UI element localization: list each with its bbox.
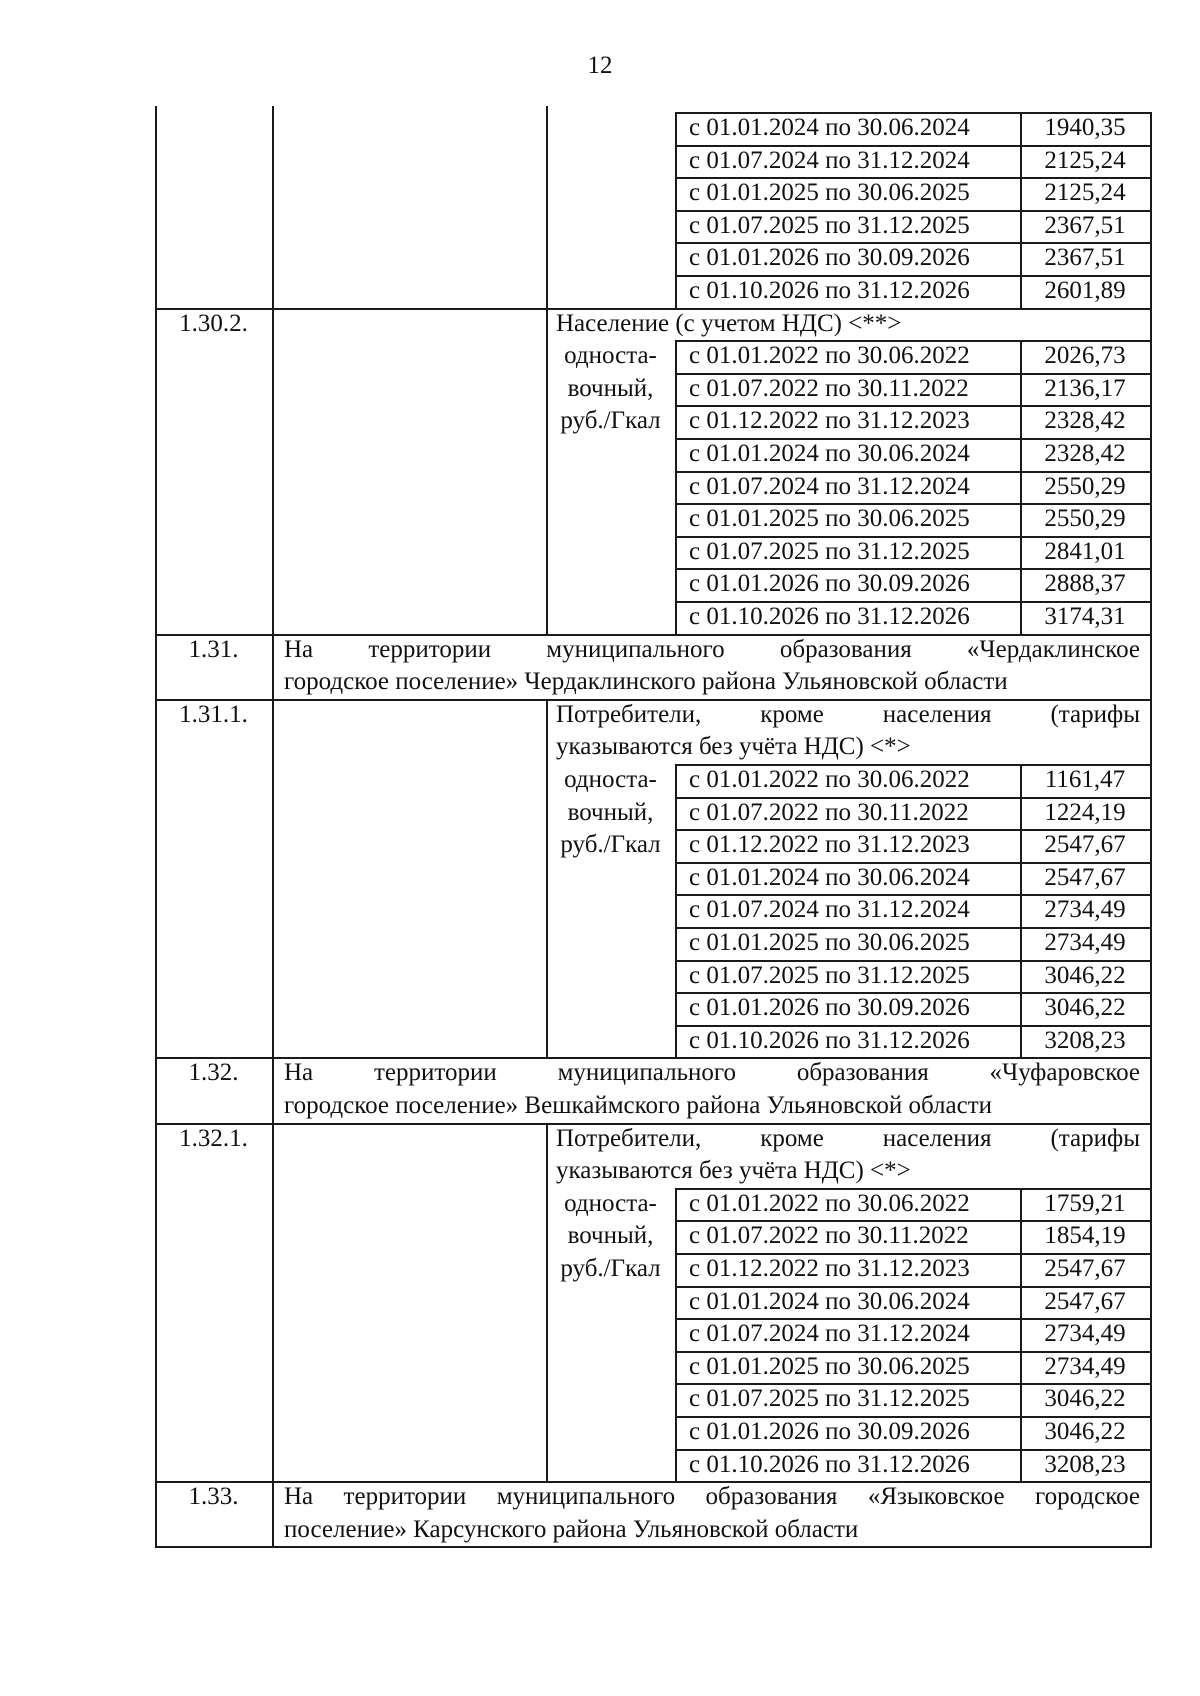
- value-cell: 2601,89: [1044, 277, 1126, 304]
- table-vline: [1020, 340, 1022, 633]
- period-cell: с 01.10.2026 по 31.12.2026: [689, 603, 970, 630]
- period-cell: с 01.07.2024 по 31.12.2024: [689, 1320, 970, 1348]
- value-cell: 2547,67: [1044, 863, 1126, 891]
- table-vline: [1020, 764, 1022, 1057]
- value-cell: 2547,67: [1044, 1287, 1126, 1315]
- period-cell: с 01.01.2022 по 30.06.2022: [689, 342, 970, 370]
- table-vline: [675, 340, 677, 633]
- table-vline: [675, 112, 677, 308]
- section-text: На территории муниципального образования «Языковское городское: [284, 1483, 1140, 1511]
- table-hline: [675, 829, 1152, 831]
- period-cell: с 01.10.2026 по 31.12.2026: [689, 1450, 970, 1478]
- table-vline: [272, 106, 274, 1548]
- period-cell: с 01.01.2024 по 30.06.2024: [689, 114, 970, 141]
- period-cell: с 01.01.2026 по 30.09.2026: [689, 244, 970, 272]
- section-text: городское поселение» Вешкаймского района Ульяновской области: [284, 1092, 993, 1119]
- value-cell: 3174,31: [1044, 603, 1126, 630]
- value-cell: 2547,67: [1044, 831, 1126, 859]
- section-number: 1.32.: [188, 1059, 239, 1087]
- section-text: На территории муниципального образования «Чердаклинское: [284, 635, 1140, 663]
- period-cell: с 01.10.2026 по 31.12.2026: [689, 277, 970, 304]
- table-vline: [546, 1123, 548, 1482]
- unit-label: вочный,: [567, 1222, 654, 1250]
- table-hline: [675, 405, 1152, 407]
- table-vline: [675, 1188, 677, 1481]
- table-vline: [546, 699, 548, 1058]
- period-cell: с 01.01.2025 по 30.06.2025: [689, 505, 970, 533]
- value-cell: 2547,67: [1044, 1255, 1126, 1282]
- unit-label: руб./Гкал: [560, 1255, 661, 1282]
- value-cell: 2734,49: [1044, 929, 1126, 956]
- period-cell: с 01.07.2024 по 31.12.2024: [689, 896, 970, 924]
- period-cell: с 01.07.2022 по 30.11.2022: [689, 1222, 969, 1250]
- table-hline: [675, 1025, 1152, 1027]
- section-number: 1.33.: [188, 1483, 239, 1511]
- value-cell: 1854,19: [1044, 1222, 1126, 1250]
- value-cell: 1224,19: [1044, 798, 1126, 826]
- value-cell: 2367,51: [1044, 244, 1126, 272]
- section-text: поселение» Карсунского района Ульяновской области: [284, 1515, 859, 1543]
- section-number: 1.31.: [188, 635, 239, 663]
- period-cell: с 01.01.2025 по 30.06.2025: [689, 929, 970, 956]
- unit-label: руб./Гкал: [560, 831, 661, 859]
- table-hline: [675, 275, 1152, 277]
- period-cell: с 01.07.2025 по 31.12.2025: [689, 1385, 970, 1413]
- period-cell: с 01.01.2024 по 30.06.2024: [689, 440, 970, 467]
- unit-label: односта-: [564, 1189, 657, 1217]
- table-hline: [675, 568, 1152, 570]
- subgroup-header: указываются без учёта НДС) <*>: [556, 733, 911, 761]
- unit-label: односта-: [564, 342, 657, 370]
- value-cell: 2367,51: [1044, 211, 1126, 239]
- value-cell: 2026,73: [1044, 342, 1126, 370]
- value-cell: 3208,23: [1044, 1026, 1126, 1054]
- table-hline: [675, 1351, 1152, 1353]
- table-vline: [546, 308, 548, 634]
- value-cell: 3046,22: [1044, 1418, 1126, 1445]
- subgroup-header: Потребители, кроме населения (тарифы: [556, 1124, 1140, 1152]
- table-hline: [675, 438, 1152, 440]
- table-hline: [675, 992, 1152, 994]
- row-number: 1.31.1.: [179, 700, 248, 728]
- period-cell: с 01.01.2022 по 30.06.2022: [689, 1189, 970, 1217]
- page-number: 12: [587, 52, 613, 79]
- table-hline: [675, 1220, 1152, 1222]
- period-cell: с 01.01.2026 по 30.09.2026: [689, 1418, 970, 1445]
- table-hline: [675, 373, 1152, 375]
- table-vline: [155, 106, 157, 1548]
- period-cell: с 01.07.2022 по 30.11.2022: [689, 374, 969, 402]
- table-hline: [675, 797, 1152, 799]
- table-hline: [675, 177, 1152, 179]
- period-cell: с 01.07.2025 по 31.12.2025: [689, 961, 970, 989]
- unit-label: вочный,: [567, 798, 654, 826]
- table-hline: [675, 1286, 1152, 1288]
- row-number: 1.32.1.: [179, 1124, 248, 1152]
- subgroup-header: Потребители, кроме населения (тарифы: [556, 700, 1140, 728]
- period-cell: с 01.01.2024 по 30.06.2024: [689, 1287, 970, 1315]
- table-vline: [1020, 112, 1022, 308]
- table-hline: [675, 1416, 1152, 1418]
- table-hline: [675, 1253, 1152, 1255]
- value-cell: 2550,29: [1044, 505, 1126, 533]
- subgroup-header: указываются без учёта НДС) <*>: [556, 1157, 911, 1185]
- period-cell: с 01.07.2024 по 31.12.2024: [689, 146, 970, 174]
- unit-label: вочный,: [567, 374, 654, 402]
- table-hline: [675, 862, 1152, 864]
- table-hline: [675, 894, 1152, 896]
- value-cell: 1940,35: [1044, 114, 1126, 141]
- value-cell: 3046,22: [1044, 1385, 1126, 1413]
- period-cell: с 01.01.2022 по 30.06.2022: [689, 766, 970, 793]
- value-cell: 3046,22: [1044, 994, 1126, 1022]
- period-cell: с 01.07.2022 по 30.11.2022: [689, 798, 969, 826]
- value-cell: 2125,24: [1044, 146, 1126, 174]
- period-cell: с 01.01.2026 по 30.09.2026: [689, 570, 970, 598]
- table-hline: [675, 210, 1152, 212]
- table-hline: [675, 145, 1152, 147]
- period-cell: с 01.07.2025 по 31.12.2025: [689, 211, 970, 239]
- table-hline: [675, 1383, 1152, 1385]
- table-vline: [1020, 1188, 1022, 1481]
- row-number: 1.30.2.: [179, 309, 248, 337]
- period-cell: с 01.01.2025 по 30.06.2025: [689, 179, 970, 207]
- section-text: На территории муниципального образования «Чуфаровское: [284, 1059, 1140, 1087]
- table-hline: [675, 1318, 1152, 1320]
- value-cell: 2136,17: [1044, 374, 1126, 402]
- table-hline: [675, 503, 1152, 505]
- value-cell: 2734,49: [1044, 1320, 1126, 1348]
- table-hline: [675, 536, 1152, 538]
- period-cell: с 01.01.2024 по 30.06.2024: [689, 863, 970, 891]
- table-vline: [546, 106, 548, 308]
- table-hline: [675, 601, 1152, 603]
- period-cell: с 01.10.2026 по 31.12.2026: [689, 1026, 970, 1054]
- period-cell: с 01.12.2022 по 31.12.2023: [689, 407, 970, 435]
- section-text: городское поселение» Чердаклинского района Ульяновской области: [284, 668, 1008, 696]
- period-cell: с 01.01.2025 по 30.06.2025: [689, 1352, 970, 1380]
- value-cell: 2328,42: [1044, 440, 1126, 467]
- table-hline: [675, 242, 1152, 244]
- value-cell: 2888,37: [1044, 570, 1126, 598]
- value-cell: 2125,24: [1044, 179, 1126, 207]
- table-hline: [675, 927, 1152, 929]
- value-cell: 3046,22: [1044, 961, 1126, 989]
- period-cell: с 01.12.2022 по 31.12.2023: [689, 1255, 970, 1282]
- table-hline: [675, 471, 1152, 473]
- value-cell: 2841,01: [1044, 537, 1126, 565]
- value-cell: 2734,49: [1044, 1352, 1126, 1380]
- unit-label: односта-: [564, 766, 657, 793]
- value-cell: 2734,49: [1044, 896, 1126, 924]
- table-vline: [1150, 112, 1152, 1548]
- value-cell: 1161,47: [1044, 766, 1126, 793]
- value-cell: 1759,21: [1044, 1189, 1126, 1217]
- table-hline: [155, 1546, 1152, 1548]
- unit-label: руб./Гкал: [560, 407, 661, 435]
- value-cell: 3208,23: [1044, 1450, 1126, 1478]
- subgroup-header: Население (с учетом НДС) <**>: [556, 309, 902, 337]
- value-cell: 2328,42: [1044, 407, 1126, 435]
- table-vline: [675, 764, 677, 1057]
- table-hline: [675, 1449, 1152, 1451]
- value-cell: 2550,29: [1044, 472, 1126, 500]
- period-cell: с 01.07.2024 по 31.12.2024: [689, 472, 970, 500]
- period-cell: с 01.07.2025 по 31.12.2025: [689, 537, 970, 565]
- table-hline: [675, 960, 1152, 962]
- period-cell: с 01.01.2026 по 30.09.2026: [689, 994, 970, 1022]
- period-cell: с 01.12.2022 по 31.12.2023: [689, 831, 970, 859]
